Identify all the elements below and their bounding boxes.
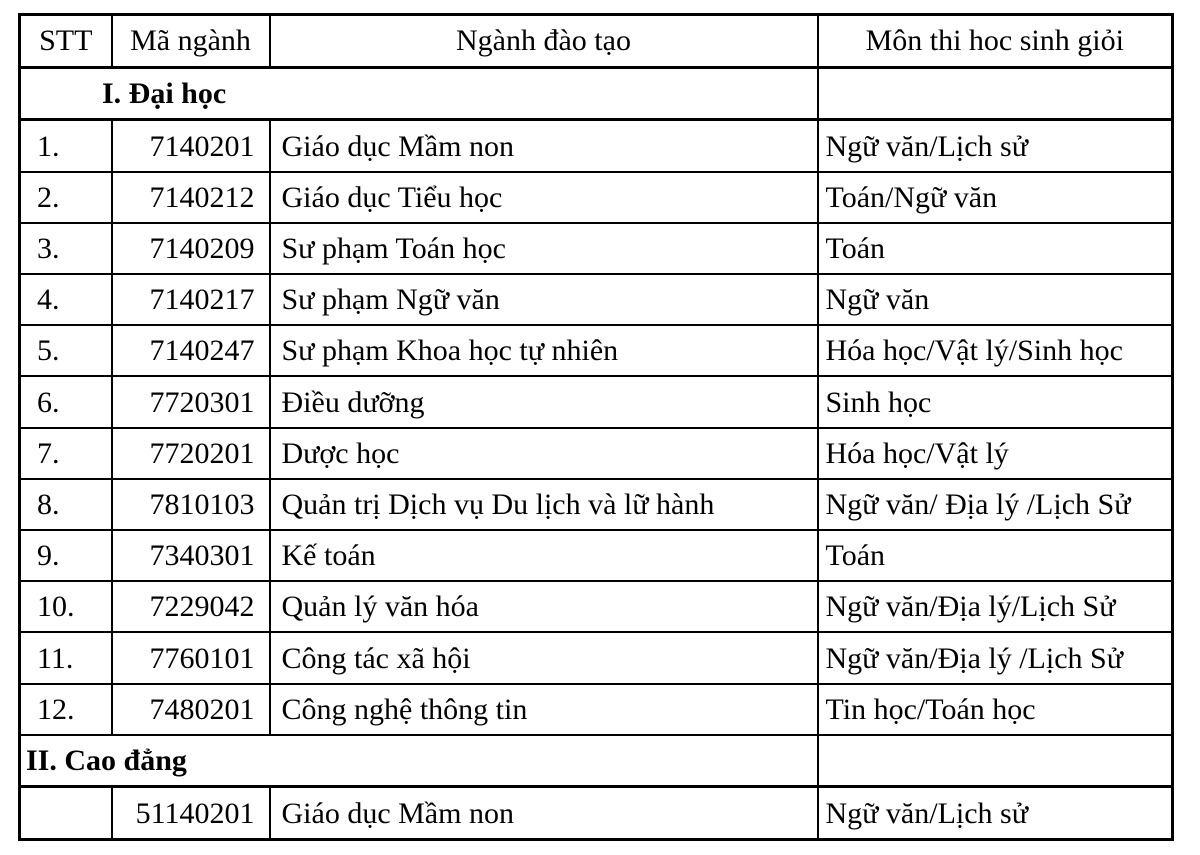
- cell-code: 7229042: [112, 581, 270, 632]
- cell-stt: 1.: [20, 120, 112, 172]
- table-row: [20, 172, 1173, 223]
- table-row: [20, 787, 1173, 840]
- table-row: [20, 479, 1173, 530]
- section-empty-cell: [818, 735, 1173, 787]
- cell-major: Giáo dục Mầm non: [270, 120, 818, 172]
- table-row: [20, 376, 1173, 427]
- section-label-university: I. Đại học: [20, 67, 818, 120]
- cell-major: Giáo dục Mầm non: [270, 787, 818, 840]
- table-row: [20, 428, 1173, 479]
- cell-subjects: Ngữ văn/Lịch sử: [818, 787, 1173, 840]
- cell-stt: 5.: [20, 325, 112, 376]
- admissions-majors-table: [18, 13, 1174, 841]
- cell-major: Điều dưỡng: [270, 376, 818, 427]
- table-row: [20, 581, 1173, 632]
- table-row: [20, 530, 1173, 581]
- cell-subjects: Ngữ văn/Địa lý /Lịch Sử: [818, 632, 1173, 683]
- cell-major: Giáo dục Tiểu học: [270, 172, 818, 223]
- cell-major: Dược học: [270, 428, 818, 479]
- cell-code: 7760101: [112, 632, 270, 683]
- cell-subjects: Toán/Ngữ văn: [818, 172, 1173, 223]
- cell-code: 7140209: [112, 223, 270, 274]
- cell-stt: 12.: [20, 684, 112, 735]
- cell-code: 7140217: [112, 274, 270, 325]
- header-cell-subjects: Môn thi hoc sinh giỏi: [818, 15, 1173, 68]
- table-header-row: [20, 15, 1173, 68]
- cell-major: Sư phạm Ngữ văn: [270, 274, 818, 325]
- cell-subjects: Ngữ văn/Địa lý/Lịch Sử: [818, 581, 1173, 632]
- cell-code: 7140201: [112, 120, 270, 172]
- table-row: [20, 223, 1173, 274]
- cell-subjects: Hóa học/Vật lý/Sinh học: [818, 325, 1173, 376]
- cell-subjects: Toán: [818, 530, 1173, 581]
- table-row: [20, 325, 1173, 376]
- cell-stt: 7.: [20, 428, 112, 479]
- cell-stt: [20, 787, 112, 840]
- cell-stt: 2.: [20, 172, 112, 223]
- table-row: [20, 632, 1173, 683]
- section-empty-cell: [818, 67, 1173, 120]
- cell-subjects: Ngữ văn/ Địa lý /Lịch Sử: [818, 479, 1173, 530]
- cell-major: Công tác xã hội: [270, 632, 818, 683]
- cell-subjects: Toán: [818, 223, 1173, 274]
- table-row: [20, 120, 1173, 172]
- cell-code: 7340301: [112, 530, 270, 581]
- header-cell-major: Ngành đào tạo: [270, 15, 818, 68]
- cell-major: Kế toán: [270, 530, 818, 581]
- header-cell-code: Mã ngành: [112, 15, 270, 68]
- section-row-university: [20, 67, 1173, 120]
- header-cell-stt: STT: [20, 15, 112, 68]
- cell-stt: 10.: [20, 581, 112, 632]
- cell-stt: 11.: [20, 632, 112, 683]
- cell-code: 7480201: [112, 684, 270, 735]
- cell-stt: 6.: [20, 376, 112, 427]
- cell-major: Quản lý văn hóa: [270, 581, 818, 632]
- cell-subjects: Ngữ văn/Lịch sử: [818, 120, 1173, 172]
- section-row-college: [20, 735, 1173, 787]
- cell-subjects: Sinh học: [818, 376, 1173, 427]
- table-row: [20, 684, 1173, 735]
- cell-code: 7810103: [112, 479, 270, 530]
- cell-subjects: Tin học/Toán học: [818, 684, 1173, 735]
- cell-code: 7720201: [112, 428, 270, 479]
- cell-code: 7140247: [112, 325, 270, 376]
- cell-stt: 4.: [20, 274, 112, 325]
- cell-code: 7140212: [112, 172, 270, 223]
- cell-major: Sư phạm Toán học: [270, 223, 818, 274]
- section-label-college: II. Cao đẳng: [20, 735, 818, 787]
- cell-stt: 8.: [20, 479, 112, 530]
- cell-code: 7720301: [112, 376, 270, 427]
- cell-subjects: Hóa học/Vật lý: [818, 428, 1173, 479]
- cell-subjects: Ngữ văn: [818, 274, 1173, 325]
- table-row: [20, 274, 1173, 325]
- cell-stt: 9.: [20, 530, 112, 581]
- cell-major: Công nghệ thông tin: [270, 684, 818, 735]
- cell-stt: 3.: [20, 223, 112, 274]
- cell-major: Sư phạm Khoa học tự nhiên: [270, 325, 818, 376]
- cell-major: Quản trị Dịch vụ Du lịch và lữ hành: [270, 479, 818, 530]
- cell-code: 51140201: [112, 787, 270, 840]
